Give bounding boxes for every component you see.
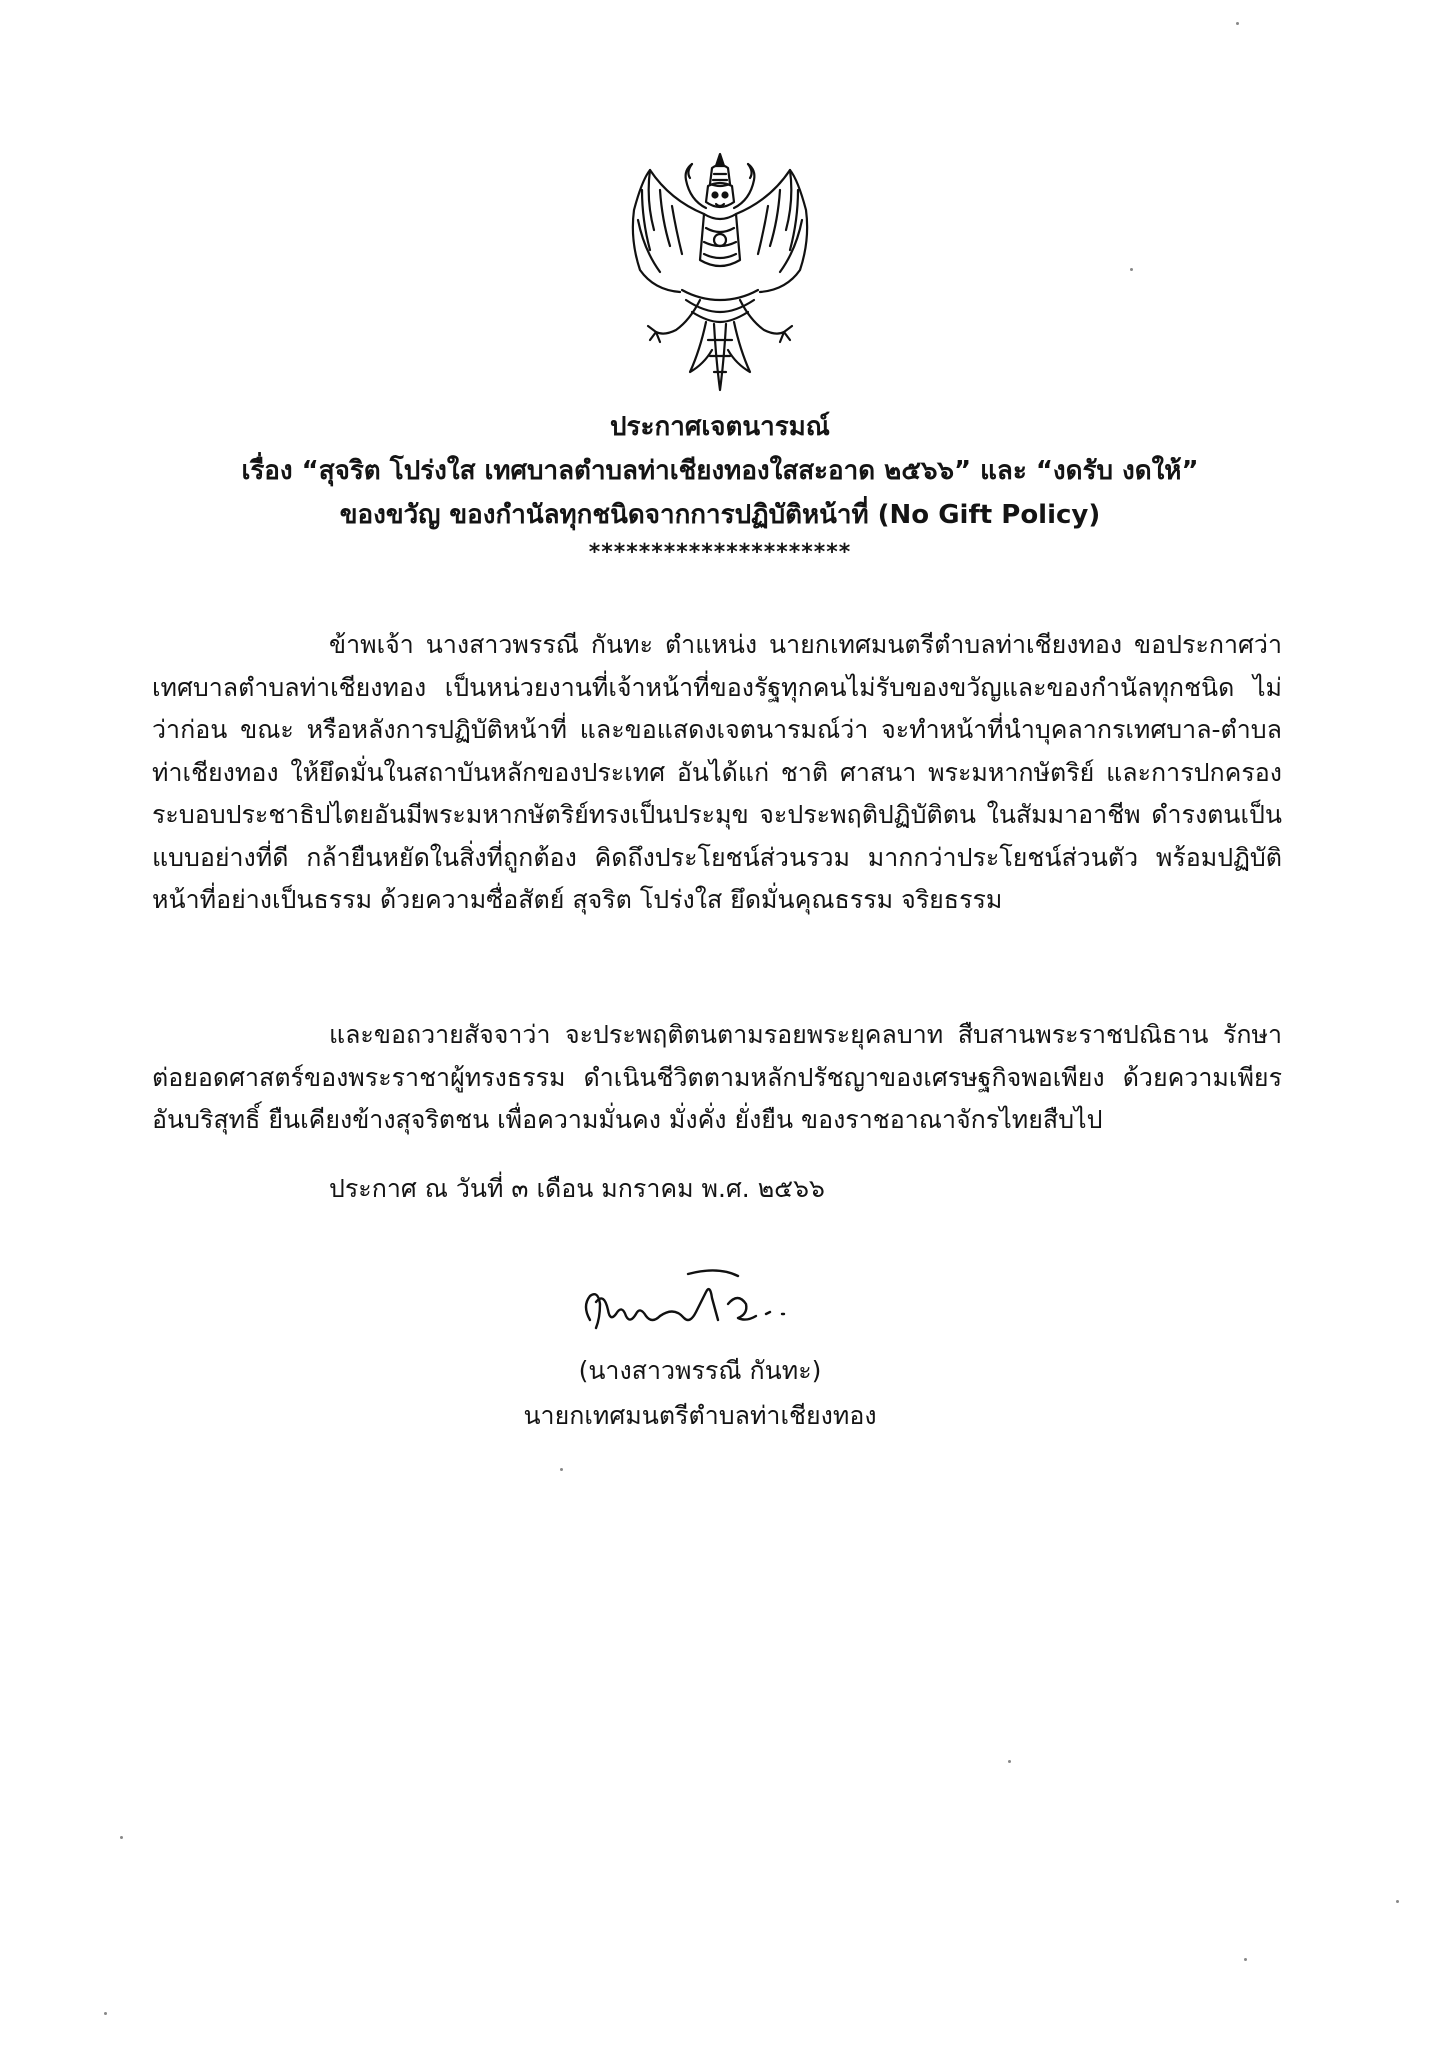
body-paragraph-1: ข้าพเจ้า นางสาวพรรณี กันทะ ตำแหน่ง นายกเทศมนตรีตำบลท่าเชียงทอง ขอประกาศว่า เทศบาลตำบลท่าเชียงทอง เป็นหน่วยงานที่เจ้าหน้าที่ของรัฐทุกคนไม่รับของขวัญและของกำนัลทุกชนิด ไม่ว่าก่อน ขณะ หรือหลังการปฏิบัติหน้าที่ และขอแสดงเจตนารมณ์ว่า จะทำหน้าที่นำบุคลากรเทศบาล-ตำบลท่าเชียงทอง ให้ยึดมั่นในสถาบันหลักของประเทศ อันได้แก่ ชาติ ศาสนา พระมหากษัตริย์ และการปกครองระบอบประชาธิปไตยอันมีพระมหากษัตริย์ทรงเป็นประมุข จะประพฤติปฏิบัติตน ในสัมมาอาชีพ ดำรงตนเป็นแบบอย่างที่ดี กล้ายืนหยัดในสิ่งที่ถูกต้อง คิดถึงประโยชน์ส่วนรวม มากกว่าประโยชน์ส่วนตัว พร้อมปฏิบัติหน้าที่อย่างเป็นธรรม ด้วยความซื่อสัตย์ สุจริต โปร่งใส ยึดมั่นคุณธรรม จริยธรรม xyxy=(152,630,1282,914)
separator-stars: ********************* xyxy=(588,540,852,565)
announcement-heading: ประกาศเจตนารมณ์ xyxy=(610,412,830,442)
garuda-emblem-icon xyxy=(620,150,820,400)
scan-speck xyxy=(1396,1900,1399,1903)
handwritten-signature-icon xyxy=(578,1262,828,1352)
scan-speck xyxy=(1008,1760,1011,1763)
scan-speck xyxy=(560,1468,563,1471)
signatory-position: นายกเทศมนตรีตำบลท่าเชียงทอง xyxy=(523,1401,877,1430)
scan-speck xyxy=(120,1836,123,1839)
scan-speck xyxy=(1236,22,1239,25)
scan-speck xyxy=(1130,268,1133,271)
announce-date: ประกาศ ณ วันที่ ๓ เดือน มกราคม พ.ศ. ๒๕๖๖ xyxy=(329,1174,825,1203)
announcement-subject-line-1: เรื่อง “สุจริต โปร่งใส เทศบาลตำบลท่าเชียงทองใสสะอาด ๒๕๖๖” และ “งดรับ งดให้” xyxy=(241,456,1199,486)
body-paragraph-2: และขอถวายสัจจาว่า จะประพฤติตนตามรอยพระยุคลบาท สืบสานพระราชปณิธาน รักษาต่อยอดศาสตร์ของพระราชาผู้ทรงธรรม ดำเนินชีวิตตามหลักปรัชญาของเศรษฐกิจพอเพียง ด้วยความเพียรอันบริสุทธิ์ ยืนเคียงข้างสุจริตชน เพื่อความมั่นคง มั่งคั่ง ยั่งยืน ของราชอาณาจักรไทยสืบไป xyxy=(152,1020,1282,1134)
scan-speck xyxy=(1244,1958,1247,1961)
signatory-name: (นางสาวพรรณี กันทะ) xyxy=(578,1356,822,1385)
announcement-subject-line-2: ของขวัญ ของกำนัลทุกชนิดจากการปฏิบัติหน้าที่ (No Gift Policy) xyxy=(339,500,1101,530)
scan-speck xyxy=(104,2012,107,2015)
